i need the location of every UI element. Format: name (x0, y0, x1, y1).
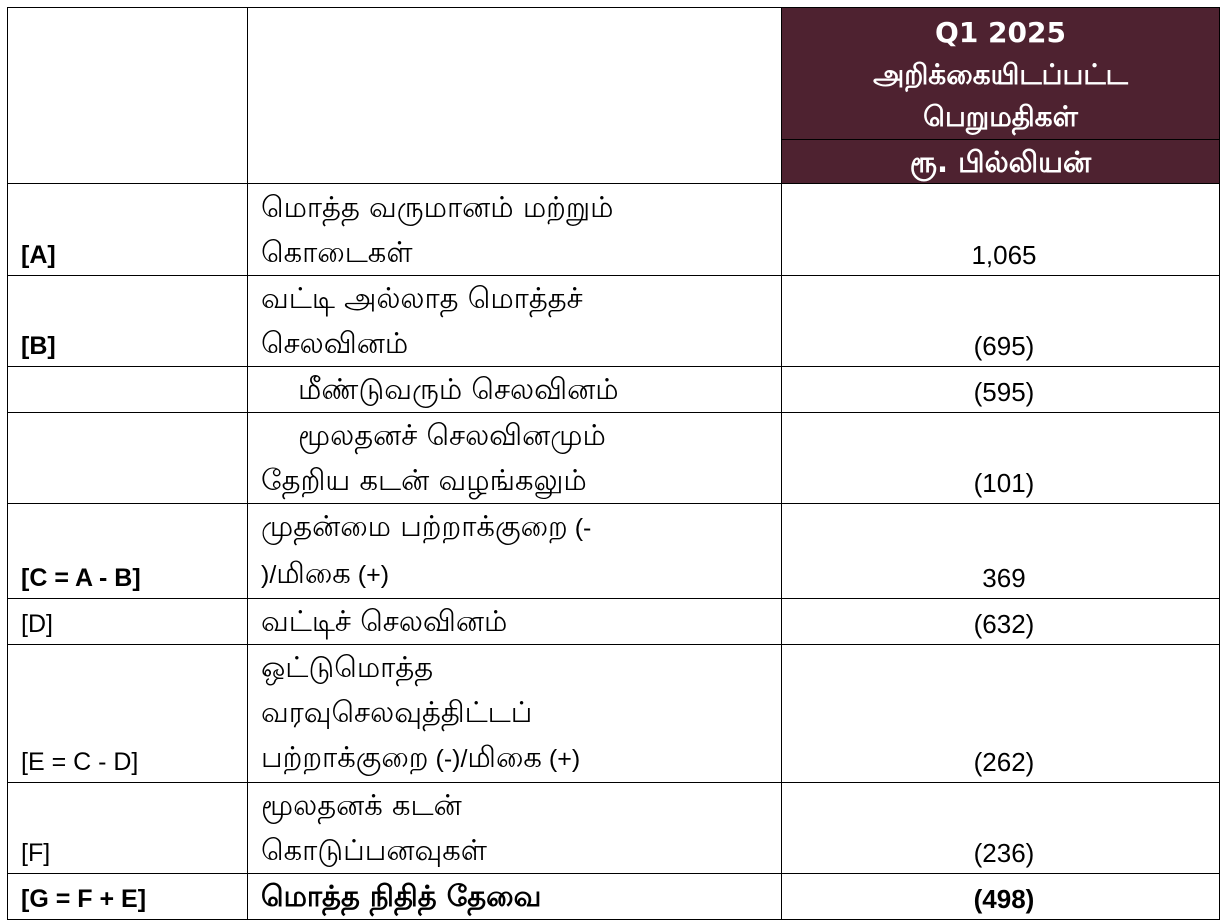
desc-line: ஒட்டுமொத்த (261, 650, 434, 684)
row-value: (595) (782, 367, 1220, 413)
table-row (8, 184, 1220, 276)
row-description (248, 184, 782, 276)
row-description (248, 504, 782, 599)
row-code (8, 367, 248, 413)
row-code: [F] (8, 783, 248, 874)
table-row (8, 367, 1220, 413)
row-code: [C = A - B] (8, 504, 248, 599)
desc-text: (-)/ (428, 745, 468, 773)
row-code: [A] (8, 184, 248, 276)
row-value: 1,065 (782, 184, 1220, 276)
desc-text: )/ (261, 561, 277, 589)
header-blank-desc (248, 8, 782, 184)
fiscal-table (7, 7, 1220, 920)
header-title-line1: அறிக்கையிடப்பட்ட (873, 58, 1128, 91)
desc-text: முதன்மை பற்றாக்குறை (261, 509, 568, 543)
desc-line: மொத்த வருமானம் மற்றும் (261, 190, 614, 224)
row-description (248, 276, 782, 367)
table-row-total (8, 874, 1220, 920)
desc-line: மூலதனக் கடன் (261, 788, 462, 822)
desc-text: பற்றாக்குறை (261, 740, 429, 774)
row-code: [B] (8, 276, 248, 367)
desc-line: தேறிய கடன் வழங்கலும் (261, 463, 587, 497)
desc-line (261, 551, 775, 598)
row-description (248, 599, 782, 645)
row-value: (101) (782, 413, 1220, 504)
desc-line (261, 504, 775, 551)
desc-line: மொத்த நிதித் தேவை (261, 879, 542, 913)
row-code: [E = C - D] (8, 645, 248, 783)
table-row (8, 276, 1220, 367)
desc-line: வரவுசெலவுத்திட்டப் (261, 695, 533, 729)
desc-text: மிகை (467, 740, 542, 774)
desc-text: (+) (541, 745, 581, 773)
desc-line: கொடைகள் (261, 235, 413, 269)
desc-text: மிகை (276, 556, 351, 590)
row-value: (262) (782, 645, 1220, 783)
row-value: (236) (782, 783, 1220, 874)
row-description (248, 645, 782, 783)
desc-line: மீண்டுவரும் செலவினம் (298, 372, 619, 406)
desc-line: வட்டிச் செலவினம் (261, 604, 508, 638)
desc-line (261, 735, 775, 782)
row-code (8, 413, 248, 504)
table-row (8, 645, 1220, 783)
row-value: (695) (782, 276, 1220, 367)
table-row (8, 504, 1220, 599)
table-row (8, 599, 1220, 645)
row-description (248, 874, 782, 920)
desc-line: கொடுப்பனவுகள் (261, 833, 487, 867)
table-row (8, 413, 1220, 504)
row-code: [D] (8, 599, 248, 645)
desc-text: (+) (350, 561, 390, 589)
desc-line: மூலதனச் செலவினமும் (298, 418, 606, 452)
table-row (8, 783, 1220, 874)
header-title-cell (782, 8, 1220, 140)
header-row (8, 8, 1220, 140)
header-period: Q1 2025 (935, 16, 1066, 49)
desc-text: (- (567, 514, 592, 542)
header-blank-code (8, 8, 248, 184)
header-unit: ரூ. பில்லியன் (782, 140, 1220, 184)
desc-line: வட்டி அல்லாத மொத்தச் (261, 281, 583, 315)
row-description (248, 783, 782, 874)
row-description (248, 367, 782, 413)
row-value: 369 (782, 504, 1220, 599)
row-description (248, 413, 782, 504)
header-title-line2: பெறுமதிகள் (923, 100, 1078, 133)
row-value: (632) (782, 599, 1220, 645)
row-code: [G = F + E] (8, 874, 248, 920)
row-value: (498) (782, 874, 1220, 920)
desc-line: செலவினம் (261, 326, 409, 360)
